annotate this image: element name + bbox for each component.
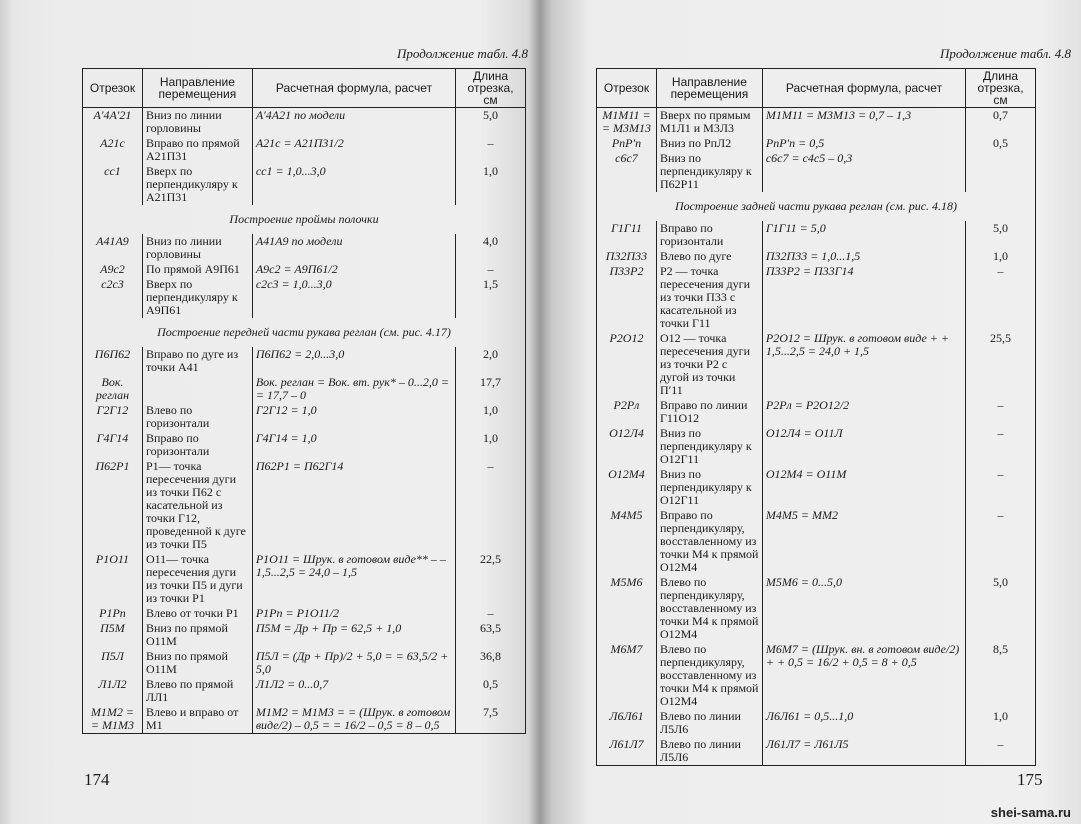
direction-cell: O12 — точка пересечения дуги из точки P2 с дугой из точки П′11 (656, 331, 762, 398)
watermark-text: shei-sama.ru (990, 805, 1071, 820)
table-row (83, 705, 526, 734)
direction-cell: Вправо по горизонтали (142, 431, 252, 459)
length-cell: – (966, 398, 1036, 426)
length-cell: 1,0 (966, 249, 1036, 264)
formula-cell: Bок. реглан = Bок. вт. рук* – 0...2,0 = = 17,7 – 0 (252, 375, 455, 403)
direction-cell: Вверх по прямым M1Л1 и M3Л3 (656, 108, 762, 137)
length-cell: 0,5 (456, 677, 526, 705)
direction-cell: Вниз по прямой O11M (142, 649, 252, 677)
segment-cell: Г1Г11 (597, 221, 657, 249)
formula-cell: П33P2 = П33Г14 (762, 264, 965, 331)
direction-cell: Влево от точки P1 (142, 606, 252, 621)
length-cell: 1,0 (966, 709, 1036, 737)
formula-cell: П32П33 = 1,0...1,5 (762, 249, 965, 264)
table-row (597, 221, 1036, 249)
segment-cell: A41A9 (83, 234, 143, 262)
formula-cell: Л61Л7 = Л61Л5 (762, 737, 965, 766)
direction-cell: Вниз по линии горловины (142, 234, 252, 262)
formula-cell: c2c3 = 1,0...3,0 (252, 277, 455, 318)
segment-cell: П6П62 (83, 347, 143, 375)
length-cell (966, 151, 1036, 192)
left-page (0, 0, 540, 824)
direction-cell: Влево по линии Л5Л6 (656, 737, 762, 766)
formula-cell: M5M6 = 0...5,0 (762, 575, 965, 642)
formula-cell: П6П62 = 2,0...3,0 (252, 347, 455, 375)
direction-cell: O11— точка пересечения дуги из точки П5 и дуги из точки P1 (142, 552, 252, 606)
formula-cell: M1M2 = M1M3 = = (Шрук. в готовом виде/2) – 0,5 = = 16/2 – 0,5 = 8 – 0,5 (252, 705, 455, 734)
direction-cell: Влево по линии Л5Л6 (656, 709, 762, 737)
table-row (597, 249, 1036, 264)
table-row (83, 108, 526, 137)
segment-cell: Л61Л7 (597, 737, 657, 766)
direction-cell: Вниз по PпЛ2 (656, 136, 762, 151)
length-cell: – (966, 264, 1036, 331)
table-right-body (597, 108, 1036, 766)
segment-cell: O12M4 (597, 467, 657, 508)
direction-cell: Вниз по линии горловины (142, 108, 252, 137)
length-cell: 36,8 (456, 649, 526, 677)
col-header-segment: Отрезок (597, 69, 657, 108)
direction-cell: P1— точка пересечения дуги из точки П62 с касательной из точки Г12, проведенной к дуге из точки П5 (142, 459, 252, 552)
length-cell: 17,7 (456, 375, 526, 403)
page-number: 174 (84, 770, 110, 789)
direction-cell: Вправо по линии Г11O12 (656, 398, 762, 426)
length-cell: – (966, 426, 1036, 467)
segment-cell: A′4A′21 (83, 108, 143, 137)
page-number: 175 (1017, 770, 1043, 789)
formula-cell: PпP′п = 0,5 (762, 136, 965, 151)
col-header-length: Длина отрезка, см (456, 69, 526, 108)
table-row (83, 347, 526, 375)
table-row (597, 709, 1036, 737)
formula-cell: Г4Г14 = 1,0 (252, 431, 455, 459)
col-header-segment: Отрезок (83, 69, 143, 108)
length-cell: 1,0 (456, 403, 526, 431)
formula-cell: c6c7 = c4c5 – 0,3 (762, 151, 965, 192)
direction-cell: Вверх по перпендикуляру к A9П61 (142, 277, 252, 318)
formula-cell: M6M7 = (Шрук. вн. в готовом виде/2) + + 0,5 = 16/2 + 0,5 = 8 + 0,5 (762, 642, 965, 709)
direction-cell: По прямой A9П61 (142, 262, 252, 277)
segment-cell: PпP′п (597, 136, 657, 151)
segment-cell: P1Pп (83, 606, 143, 621)
direction-cell: Влево по горизонтали (142, 403, 252, 431)
section-row (83, 205, 526, 234)
continuation-caption: Продолжение табл. 4.8 (397, 46, 528, 61)
formula-cell: П5Л = (Др + Пр)/2 + 5,0 = = 63,5/2 + 5,0 (252, 649, 455, 677)
segment-cell: Bок. реглан (83, 375, 143, 403)
table-row (83, 403, 526, 431)
direction-cell: Влево и вправо от M1 (142, 705, 252, 734)
formula-cell: A′4A21 по модели (252, 108, 455, 137)
col-header-formula: Расчетная формула, расчет (252, 69, 455, 108)
formula-cell: M4M5 = MM2 (762, 508, 965, 575)
continuation-caption: Продолжение табл. 4.8 (940, 46, 1071, 61)
direction-cell: Вниз по перпендикуляру к П62P11 (656, 151, 762, 192)
direction-cell: Влево по перпендикуляру, восставленному из точки M4 к прямой O12M4 (656, 575, 762, 642)
direction-cell: Влево по прямой ЛЛ1 (142, 677, 252, 705)
length-cell: 1,5 (456, 277, 526, 318)
table-row (597, 426, 1036, 467)
table-row (597, 737, 1036, 766)
formula-cell: П62P1 = П62Г14 (252, 459, 455, 552)
formula-cell: O12M4 = O11M (762, 467, 965, 508)
formula-cell: P1O11 = Шрук. в готовом виде** – – 1,5...2,5 = 24,0 – 1,5 (252, 552, 455, 606)
table-row (83, 621, 526, 649)
segment-cell: P2Pл (597, 398, 657, 426)
length-cell: 1,0 (456, 164, 526, 205)
direction-cell: P2 — точка пересечения дуги из точки П33 с касательной из точки Г11 (656, 264, 762, 331)
table-left (82, 68, 526, 734)
length-cell: 7,5 (456, 705, 526, 734)
table-row (83, 677, 526, 705)
direction-cell: Вниз по перпендикуляру к O12Г11 (656, 426, 762, 467)
col-header-direction: Направление перемещения (142, 69, 252, 108)
length-cell: 5,0 (966, 221, 1036, 249)
formula-cell: cc1 = 1,0...3,0 (252, 164, 455, 205)
segment-cell: Г2Г12 (83, 403, 143, 431)
section-heading: Построение передней части рукава реглан (см. рис. 4.17) (83, 318, 526, 347)
formula-cell: P1Pп = P1O11/2 (252, 606, 455, 621)
table-row (83, 649, 526, 677)
segment-cell: П32П33 (597, 249, 657, 264)
segment-cell: П62P1 (83, 459, 143, 552)
direction-cell: Влево по перпендикуляру, восставленному из точки M4 к прямой O12M4 (656, 642, 762, 709)
length-cell: 25,5 (966, 331, 1036, 398)
length-cell: 8,5 (966, 642, 1036, 709)
segment-cell: A9c2 (83, 262, 143, 277)
table-row (83, 164, 526, 205)
direction-cell: Вправо по горизонтали (656, 221, 762, 249)
col-header-formula: Расчетная формула, расчет (762, 69, 965, 108)
direction-cell (142, 375, 252, 403)
length-cell: 22,5 (456, 552, 526, 606)
length-cell: 0,7 (966, 108, 1036, 137)
segment-cell: P1O11 (83, 552, 143, 606)
segment-cell: П5Л (83, 649, 143, 677)
length-cell: 5,0 (966, 575, 1036, 642)
table-row (597, 136, 1036, 151)
col-header-direction: Направление перемещения (656, 69, 762, 108)
section-heading: Построение проймы полочки (83, 205, 526, 234)
formula-cell: P2O12 = Шрук. в готовом виде + + 1,5...2,5 = 24,0 + 1,5 (762, 331, 965, 398)
segment-cell: M4M5 (597, 508, 657, 575)
formula-cell: M1M11 = M3M13 = 0,7 – 1,3 (762, 108, 965, 137)
formula-cell: P2Pл = P2O12/2 (762, 398, 965, 426)
formula-cell: A41A9 по модели (252, 234, 455, 262)
table-row (597, 151, 1036, 192)
table-row (83, 136, 526, 164)
direction-cell: Влево по дуге (656, 249, 762, 264)
table-row (597, 264, 1036, 331)
table-row (597, 331, 1036, 398)
table-row (597, 398, 1036, 426)
table-row (83, 431, 526, 459)
length-cell: 4,0 (456, 234, 526, 262)
segment-cell: M1M2 = = M1M3 (83, 705, 143, 734)
table-row (597, 642, 1036, 709)
section-heading: Построение задней части рукава реглан (см. рис. 4.18) (597, 192, 1036, 221)
table-row (83, 234, 526, 262)
table-left-body (83, 108, 526, 734)
formula-cell: Л6Л61 = 0,5...1,0 (762, 709, 965, 737)
segment-cell: П5M (83, 621, 143, 649)
segment-cell: Л1Л2 (83, 677, 143, 705)
length-cell: – (456, 459, 526, 552)
table-right (596, 68, 1036, 766)
section-row (83, 318, 526, 347)
formula-cell: O12Л4 = O11Л (762, 426, 965, 467)
length-cell: – (966, 737, 1036, 766)
table-row (597, 575, 1036, 642)
segment-cell: P2O12 (597, 331, 657, 398)
length-cell: 0,5 (966, 136, 1036, 151)
formula-cell: Г2Г12 = 1,0 (252, 403, 455, 431)
table-row (83, 552, 526, 606)
length-cell: 1,0 (456, 431, 526, 459)
direction-cell: Вверх по перпендикуляру к A21П31 (142, 164, 252, 205)
table-row (597, 108, 1036, 137)
table-row (83, 375, 526, 403)
right-page (541, 0, 1081, 824)
segment-cell: O12Л4 (597, 426, 657, 467)
formula-cell: Л1Л2 = 0...0,7 (252, 677, 455, 705)
length-cell: 63,5 (456, 621, 526, 649)
direction-cell: Вниз по перпендикуляру к O12Г11 (656, 467, 762, 508)
table-row (597, 508, 1036, 575)
length-cell: – (966, 508, 1036, 575)
direction-cell: Вниз по прямой O11M (142, 621, 252, 649)
segment-cell: Г4Г14 (83, 431, 143, 459)
formula-cell: A9c2 = A9П61/2 (252, 262, 455, 277)
section-row (597, 192, 1036, 221)
direction-cell: Вправо по дуге из точки A41 (142, 347, 252, 375)
formula-cell: Г1Г11 = 5,0 (762, 221, 965, 249)
table-row (83, 459, 526, 552)
formula-cell: П5M = Др + Пр = 62,5 + 1,0 (252, 621, 455, 649)
formula-cell: A21c = A21П31/2 (252, 136, 455, 164)
direction-cell: Вправо по перпендикуляру, восставленному из точки M4 к прямой O12M4 (656, 508, 762, 575)
table-row (83, 277, 526, 318)
table-row (597, 467, 1036, 508)
length-cell: – (456, 606, 526, 621)
segment-cell: c6c7 (597, 151, 657, 192)
length-cell: 2,0 (456, 347, 526, 375)
segment-cell: M6M7 (597, 642, 657, 709)
segment-cell: Л6Л61 (597, 709, 657, 737)
segment-cell: M5M6 (597, 575, 657, 642)
segment-cell: c2c3 (83, 277, 143, 318)
col-header-length: Длина отрезка, см (966, 69, 1036, 108)
segment-cell: П33P2 (597, 264, 657, 331)
direction-cell: Вправо по прямой A21П31 (142, 136, 252, 164)
segment-cell: cc1 (83, 164, 143, 205)
table-row (83, 262, 526, 277)
segment-cell: M1M11 = = M3M13 (597, 108, 657, 137)
table-row (83, 606, 526, 621)
length-cell: – (456, 262, 526, 277)
length-cell: – (456, 136, 526, 164)
segment-cell: A21c (83, 136, 143, 164)
length-cell: – (966, 467, 1036, 508)
length-cell: 5,0 (456, 108, 526, 137)
